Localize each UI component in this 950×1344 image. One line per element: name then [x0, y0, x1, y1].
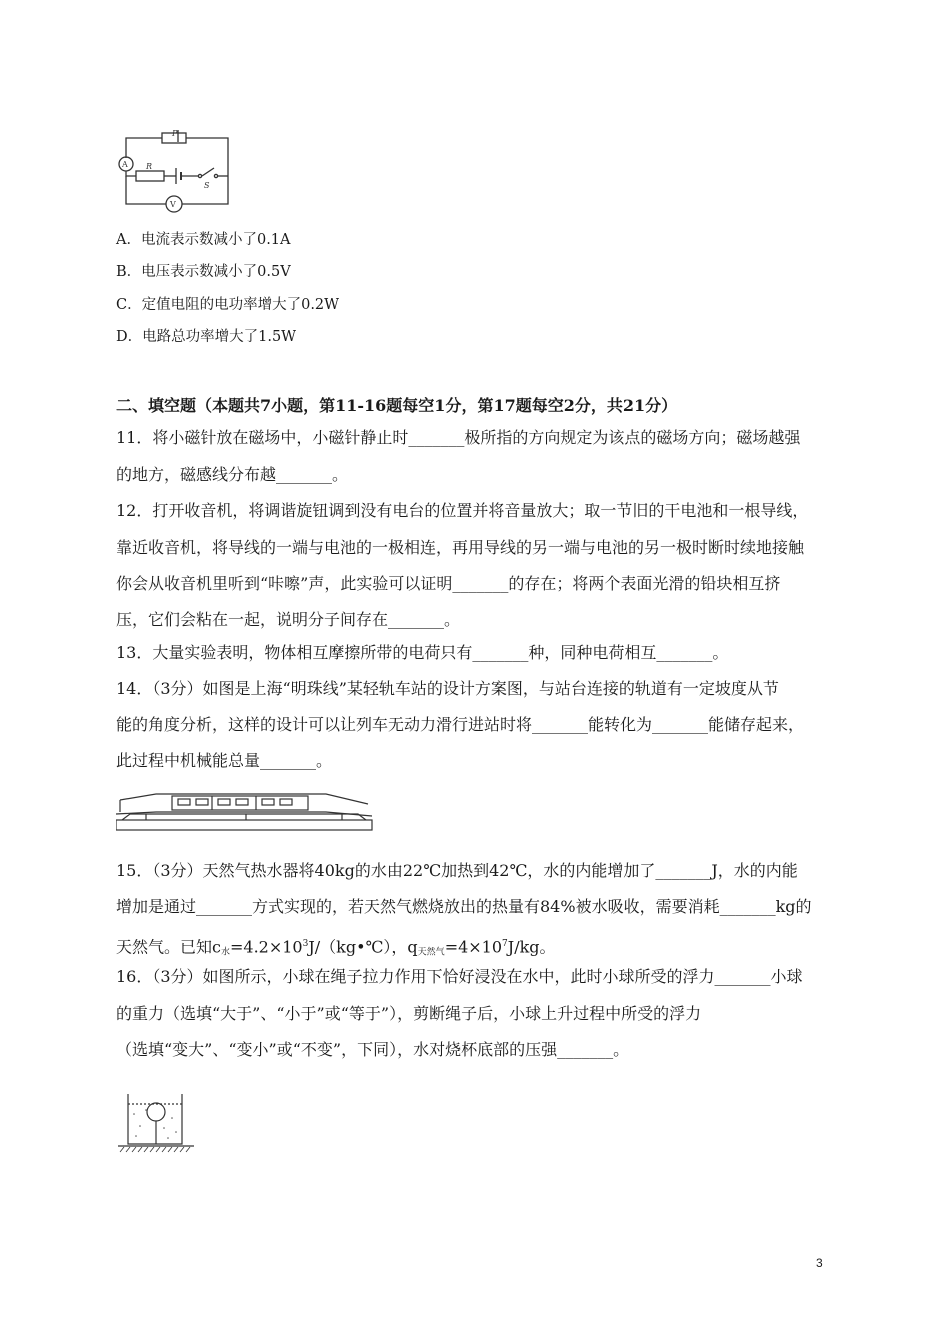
label-p: P [172, 129, 178, 138]
q14-line-2: 能的角度分析，这样的设计可以让列车无动力滑行进站时将_______能转化为_______能储存起来， [116, 715, 805, 734]
q16-line-1: 16．（3分）如图所示，小球在绳子拉力作用下恰好浸没在水中，此时小球所受的浮力_______小球 [116, 967, 803, 986]
q12-line-4: 压，它们会粘在一起，说明分子间存在_______。 [116, 610, 461, 629]
option-a: A．电流表示数减小了0.1A [116, 232, 291, 248]
q16-line-3: （选填“变大”、“变小”或“不变”，下同），水对烧杯底部的压强_______。 [116, 1040, 630, 1059]
q11-line-1: 11．将小磁针放在磁场中，小磁针静止时_______极所指的方向规定为该点的磁场方向；磁场越强 [116, 428, 801, 447]
q12-line-3: 你会从收音机里听到“咔嚓”声，此实验可以证明_______的存在；将两个表面光滑的铅块相互挤 [116, 574, 781, 593]
q15-sup-7: 7 [502, 939, 508, 949]
q15-l3-b: =4.2×10 [229, 937, 303, 957]
q14-line-1: 14．（3分）如图是上海“明珠线”某轻轨车站的设计方案图，与站台连接的轨道有一定坡度从节 [116, 679, 779, 698]
q13-line: 13．大量实验表明，物体相互摩擦所带的电荷只有_______种，同种电荷相互_______。 [116, 643, 729, 662]
page-number: 3 [816, 1256, 823, 1270]
q15-sup-3: 3 [302, 939, 309, 949]
q11-line-2: 的地方，磁感线分布越_______。 [116, 465, 349, 484]
station-diagram [116, 790, 376, 840]
label-v: V [170, 200, 176, 209]
option-d: D．电路总功率增大了1.5W [116, 329, 297, 345]
circuit-diagram [112, 128, 242, 218]
q15-line-2: 增加是通过_______方式实现的，若天然气燃烧放出的热量有84%被水吸收，需要消耗_______kg的 [116, 897, 812, 916]
q15-sub-water: 水 [220, 947, 230, 958]
q15-sub-gas: 天然气 [417, 947, 445, 958]
q12-line-1: 12．打开收音机，将调谐旋钮调到没有电台的位置并将音量放大；取一节旧的干电池和一根导线， [116, 501, 809, 520]
q16-line-2: 的重力（选填“大于”、“小于”或“等于”），剪断绳子后，小球上升过程中所受的浮力 [116, 1004, 702, 1023]
option-b: B．电压表示数减小了0.5V [116, 264, 291, 280]
section-title: 二、填空题（本题共7小题，第11-16题每空1分，第17题每空2分，共21分） [116, 396, 678, 415]
q15-l3-a: 天然气。已知c [116, 937, 221, 957]
label-s: S [204, 181, 210, 190]
beaker-diagram [116, 1090, 196, 1156]
q15-line-1: 15．（3分）天然气热水器将40kg的水由22℃加热到42℃，水的内能增加了_______J，水的内能 [116, 861, 798, 880]
q15-l3-c: J/（kg•℃），q [308, 937, 418, 957]
option-c: C．定值电阻的电功率增大了0.2W [116, 297, 340, 313]
label-r: R [146, 162, 153, 171]
q15-l3-d: =4×10 [444, 937, 503, 957]
label-a: A [122, 160, 128, 169]
q15-line-3 [116, 934, 556, 962]
q14-line-3: 此过程中机械能总量_______。 [116, 751, 333, 770]
q12-line-2: 靠近收音机，将导线的一端与电池的一极相连，再用导线的另一端与电池的另一极时断时续地接触 [116, 538, 805, 557]
q15-l3-e: J/kg。 [507, 937, 556, 957]
